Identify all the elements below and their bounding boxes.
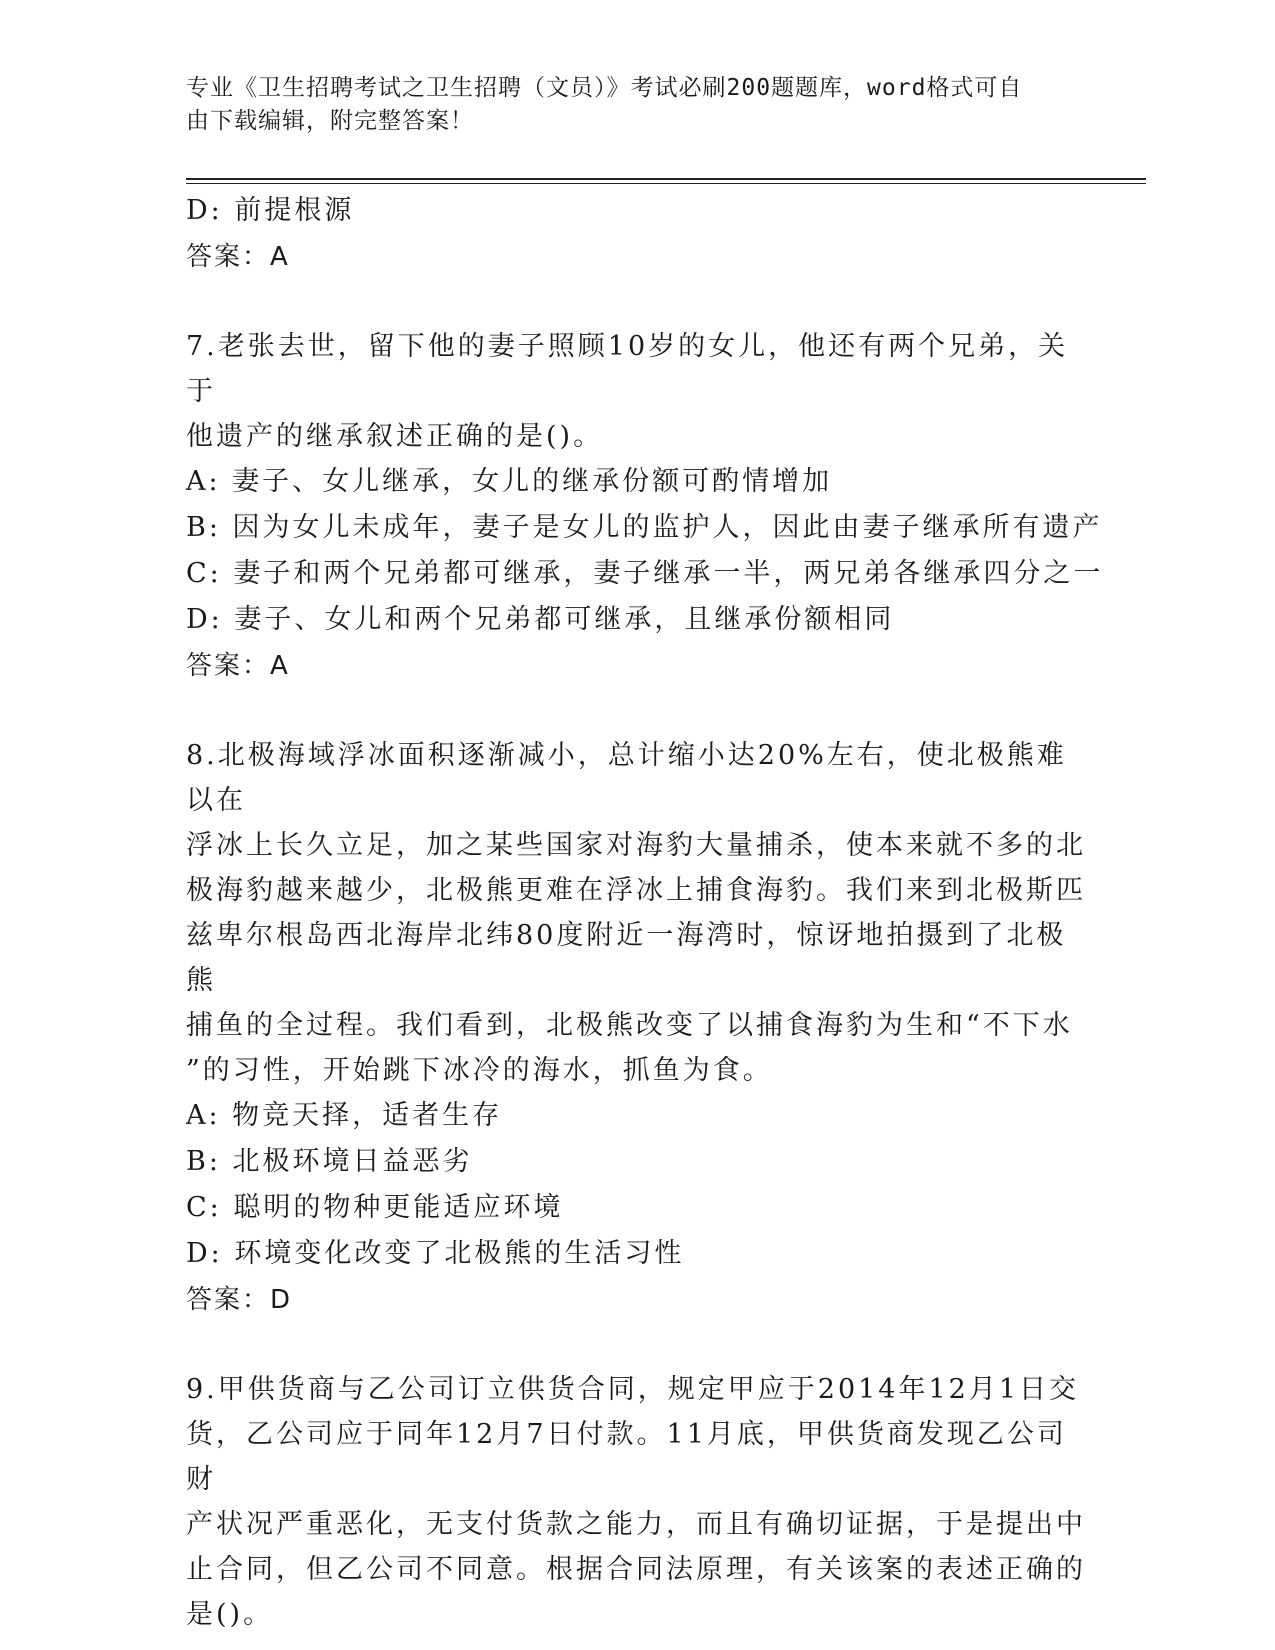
question-7 <box>186 324 1104 689</box>
stem-line: 他遗产的继承叙述正确的是()。 <box>186 421 604 452</box>
answer: 答案：A <box>186 242 290 272</box>
stem-line: 7.老张去世，留下他的妻子照顾10岁的女儿，他还有两个兄弟，关于 <box>186 331 1069 407</box>
stem-line: 是()。 <box>186 1599 274 1630</box>
stem-line: 止合同，但乙公司不同意。根据合同法原理，有关该案的表述正确的 <box>186 1554 1086 1585</box>
option-c: C: 聪明的物种更能适应环境 <box>186 1192 564 1223</box>
stem-line: 产状况严重恶化，无支付货款之能力，而且有确切证据，于是提出中 <box>186 1509 1086 1540</box>
stem-line: 8.北极海域浮冰面积逐渐减小，总计缩小达20%左右，使北极熊难以在 <box>186 740 1067 816</box>
question-stem <box>186 324 1086 459</box>
answer: 答案：D <box>186 1285 293 1315</box>
stem-line: 极海豹越来越少，北极熊更难在浮冰上捕食海豹。我们来到北极斯匹 <box>186 875 1086 906</box>
stem-line: 兹卑尔根岛西北海岸北纬80度附近一海湾时，惊讶地拍摄到了北极熊 <box>186 920 1067 996</box>
header-divider-thick <box>186 178 1146 180</box>
stem-line: ”的习性，开始跳下冰冷的海水，抓鱼为食。 <box>186 1055 773 1086</box>
option-a: A: 物竞天择，适者生存 <box>186 1100 503 1131</box>
question-stem <box>186 733 1086 1093</box>
stem-line: 浮冰上长久立足，加之某些国家对海豹大量捕杀，使本来就不多的北 <box>186 830 1086 861</box>
option-b: B: 因为女儿未成年，妻子是女儿的监护人，因此由妻子继承所有遗产 <box>186 512 1103 543</box>
document-body <box>186 188 1104 1637</box>
option-d: D: 环境变化改变了北极熊的生活习性 <box>186 1238 685 1269</box>
option-d: D: 妻子、女儿和两个兄弟都可继承，且继承份额相同 <box>186 604 895 635</box>
option-c: C: 妻子和两个兄弟都可继承，妻子继承一半，两兄弟各继承四分之一 <box>186 558 1104 589</box>
option-b: B: 北极环境日益恶劣 <box>186 1146 473 1177</box>
stem-line: 货，乙公司应于同年12月7日付款。11月底，甲供货商发现乙公司财 <box>186 1419 1067 1495</box>
stem-line: 捕鱼的全过程。我们看到，北极熊改变了以捕食海豹为生和“不下水 <box>186 1010 1073 1041</box>
header-line-2: 由下载编辑，附完整答案！ <box>186 108 474 134</box>
option-a: A: 妻子、女儿继承，女儿的继承份额可酌情增加 <box>186 466 833 497</box>
question-8 <box>186 733 1086 1323</box>
answer: 答案：A <box>186 651 290 681</box>
question-6-tail <box>186 188 1086 280</box>
header-divider-thin <box>186 183 1146 184</box>
header-line-1: 专业《卫生招聘考试之卫生招聘（文员）》考试必刷200题题库，word格式可自 <box>186 75 1023 101</box>
option-d: D: 前提根源 <box>186 195 355 226</box>
question-9 <box>186 1367 1086 1637</box>
stem-line: 9.甲供货商与乙公司订立供货合同，规定甲应于2014年12月1日交 <box>186 1374 1080 1405</box>
question-stem <box>186 1367 1086 1637</box>
page-header <box>186 72 1066 138</box>
